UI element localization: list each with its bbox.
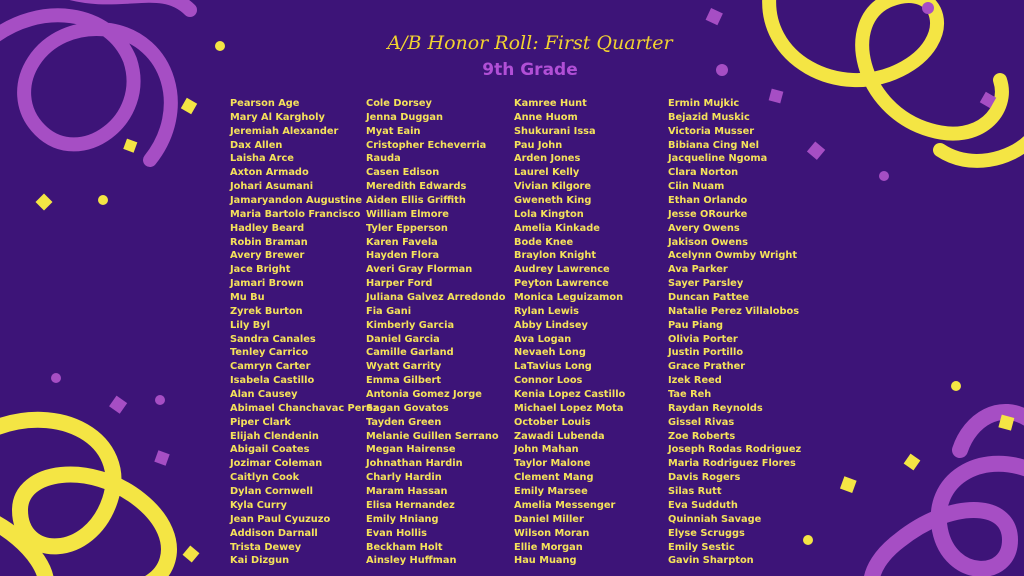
student-name: Aiden Ellis Griffith: [366, 195, 466, 207]
student-name: Kimberly Garcia: [366, 319, 455, 331]
student-name: Bejazid Muskic: [668, 111, 750, 123]
student-name: Wilson Moran: [514, 527, 590, 539]
student-name: Raydan Reynolds: [668, 402, 763, 414]
student-name: Trista Dewey: [230, 541, 302, 553]
student-name: Myat Eain: [366, 125, 421, 137]
name-column-1: [230, 97, 379, 568]
student-name: Emily Marsee: [514, 486, 588, 498]
yellow-ribbon-top-right: [769, 0, 1024, 161]
student-name: Harper Ford: [366, 278, 433, 290]
student-name: Rylan Lewis: [514, 305, 579, 317]
student-name: Sagan Govatos: [366, 402, 449, 414]
student-name: Caitlyn Cook: [230, 472, 300, 484]
student-name: Melanie Guillen Serrano: [366, 430, 499, 442]
student-name: Ethan Orlando: [668, 195, 748, 207]
student-name: Eva Sudduth: [668, 499, 738, 511]
student-name: Ainsley Huffman: [366, 555, 457, 567]
student-name: Jesse ORourke: [668, 208, 748, 220]
student-name: Maram Hassan: [366, 486, 448, 498]
student-name: Kai Dizgun: [230, 555, 290, 567]
student-name: Daniel Garcia: [366, 333, 440, 345]
student-name: Sayer Parsley: [668, 278, 744, 290]
student-name: Abby Lindsey: [514, 319, 588, 331]
student-name: John Mahan: [514, 444, 579, 456]
page-title: A/B Honor Roll: First Quarter: [387, 32, 673, 54]
student-name: Zyrek Burton: [230, 305, 303, 317]
student-name: Izek Reed: [668, 375, 722, 387]
student-name: Cole Dorsey: [366, 98, 432, 109]
student-name: Arden Jones: [514, 153, 581, 165]
student-name: Shukurani Issa: [514, 125, 596, 137]
student-name: Olivia Porter: [668, 333, 738, 345]
student-name: Jacqueline Ngoma: [668, 153, 768, 165]
student-name: Isabela Castillo: [230, 375, 315, 387]
student-name: Avery Brewer: [230, 250, 305, 262]
grade-heading: 9th Grade: [482, 60, 578, 80]
student-name: Ava Logan: [514, 333, 572, 345]
student-name: Casen Edison: [366, 167, 440, 179]
student-name: Bibiana Cing Nel: [668, 139, 759, 151]
student-name: Kamree Hunt: [514, 98, 587, 109]
student-name: Kenia Lopez Castillo: [514, 389, 626, 401]
student-name: Monica Leguizamon: [514, 292, 624, 304]
student-name: Averi Gray Florman: [366, 264, 473, 276]
student-name: Duncan Pattee: [668, 292, 750, 304]
student-name: Michael Lopez Mota: [514, 402, 624, 414]
student-name: Jamari Brown: [230, 278, 304, 290]
student-name: Jean Paul Cyuzuzo: [230, 513, 331, 525]
student-name: Lily Byl: [230, 319, 270, 331]
student-name: LaTavius Long: [514, 361, 592, 373]
student-name: Connor Loos: [514, 375, 583, 387]
student-name: Kyla Curry: [230, 499, 287, 511]
student-name: Hau Muang: [514, 555, 577, 567]
student-name: Audrey Lawrence: [514, 264, 610, 276]
student-name: Jenna Duggan: [366, 111, 443, 123]
student-name: Daniel Miller: [514, 513, 584, 525]
student-name: Tenley Carrico: [230, 347, 309, 359]
student-name: Clara Norton: [668, 167, 739, 179]
student-name: Tayden Green: [366, 416, 442, 428]
student-name: Antonia Gomez Jorge: [366, 389, 482, 401]
student-name: Avery Owens: [668, 222, 740, 234]
student-name: Addison Darnall: [230, 527, 318, 539]
student-name: Ermin Mujkic: [668, 98, 740, 109]
student-name: Cristopher Echeverria: [366, 139, 487, 151]
student-name: Camryn Carter: [230, 361, 311, 373]
purple-ribbon-top-left: [0, 0, 190, 160]
student-name: Amelia Messenger: [514, 499, 616, 511]
student-name: Meredith Edwards: [366, 181, 467, 193]
student-name: Gissel Rivas: [668, 416, 735, 428]
yellow-ribbon-bottom-left: [0, 420, 169, 576]
student-name: Amelia Kinkade: [514, 222, 600, 234]
student-name: Braylon Knight: [514, 250, 597, 262]
student-name: Pearson Age: [230, 98, 300, 109]
student-name: Taylor Malone: [514, 458, 591, 470]
student-name: Peyton Lawrence: [514, 278, 609, 290]
student-name: Ciin Nuam: [668, 181, 725, 193]
student-name: Tae Reh: [668, 389, 712, 401]
student-name: Acelynn Owmby Wright: [668, 250, 798, 262]
student-name: Jace Bright: [230, 264, 291, 276]
student-name: Silas Rutt: [668, 486, 722, 498]
student-name: Jeremiah Alexander: [230, 125, 339, 137]
student-name: Maria Bartolo Francisco: [230, 208, 361, 220]
student-name: Hadley Beard: [230, 222, 305, 234]
student-name: Zoe Roberts: [668, 430, 736, 442]
student-name: Beckham Holt: [366, 541, 443, 553]
student-name: Johari Asumani: [230, 181, 314, 193]
student-name: Pau Piang: [668, 319, 724, 331]
student-name: Vivian Kilgore: [514, 181, 592, 193]
student-name: Laurel Kelly: [514, 167, 580, 179]
student-name: Jakison Owens: [668, 236, 748, 248]
student-name: Mu Bu: [230, 292, 265, 304]
student-name: Anne Huom: [514, 111, 578, 123]
student-name: Charly Hardin: [366, 472, 442, 484]
student-name: Emily Hniang: [366, 513, 439, 525]
student-name: Gavin Sharpton: [668, 555, 754, 567]
student-name: Joseph Rodas Rodriguez: [668, 444, 802, 456]
student-name: Dylan Cornwell: [230, 486, 314, 498]
name-column-3: [514, 97, 625, 568]
student-name: Karen Favela: [366, 236, 438, 248]
name-column-2: [366, 97, 505, 568]
student-name: Evan Hollis: [366, 527, 427, 539]
student-name: Tyler Epperson: [366, 222, 448, 234]
student-name: Gweneth King: [514, 195, 592, 207]
student-name: Rauda: [366, 153, 401, 165]
student-name: Laisha Arce: [230, 153, 294, 165]
student-name: Dax Allen: [230, 139, 283, 151]
student-name: Wyatt Garrity: [366, 361, 442, 373]
student-name: Nevaeh Long: [514, 347, 586, 359]
student-name: Natalie Perez Villalobos: [668, 305, 800, 317]
student-name: Bode Knee: [514, 236, 574, 248]
student-name: Johnathan Hardin: [366, 458, 463, 470]
student-name: Camille Garland: [366, 347, 454, 359]
student-name: Maria Rodriguez Flores: [668, 458, 796, 470]
student-name: Piper Clark: [230, 416, 291, 428]
student-name: Lola Kington: [514, 208, 584, 220]
student-name: Elyse Scruggs: [668, 527, 745, 539]
student-name: Ellie Morgan: [514, 541, 583, 553]
student-name: Elisa Hernandez: [366, 499, 455, 511]
student-name: William Elmore: [366, 208, 449, 220]
student-name: Justin Portillo: [668, 347, 744, 359]
purple-ribbon-bottom-right: [871, 412, 1024, 576]
student-name: Alan Causey: [230, 389, 298, 401]
student-name: Zawadi Lubenda: [514, 430, 605, 442]
student-name: October Louis: [514, 416, 591, 428]
name-column-4: [668, 97, 801, 568]
student-name: Hayden Flora: [366, 250, 440, 262]
student-name: Robin Braman: [230, 236, 308, 248]
student-name: Emily Sestic: [668, 541, 735, 553]
student-name: Ava Parker: [668, 264, 728, 276]
student-name: Elijah Clendenin: [230, 430, 319, 442]
student-name: Davis Rogers: [668, 472, 741, 484]
student-name: Mary Al Kargholy: [230, 111, 325, 123]
student-name: Victoria Musser: [668, 125, 755, 137]
student-name: Fia Gani: [366, 305, 412, 317]
student-name: Pau John: [514, 139, 563, 151]
student-name: Jamaryandon Augustine: [230, 195, 363, 207]
student-name: Emma Gilbert: [366, 375, 442, 387]
student-name: Sandra Canales: [230, 333, 316, 345]
student-name: Jozimar Coleman: [230, 458, 323, 470]
student-name: Abimael Chanchavac Perez: [230, 402, 379, 414]
student-name: Grace Prather: [668, 361, 746, 373]
student-name: Axton Armado: [230, 167, 309, 179]
student-name: Megan Hairense: [366, 444, 456, 456]
student-name: Clement Mang: [514, 472, 594, 484]
student-name: Quinniah Savage: [668, 513, 762, 525]
student-name: Abigail Coates: [230, 444, 310, 456]
student-name: Juliana Galvez Arredondo: [366, 292, 506, 304]
